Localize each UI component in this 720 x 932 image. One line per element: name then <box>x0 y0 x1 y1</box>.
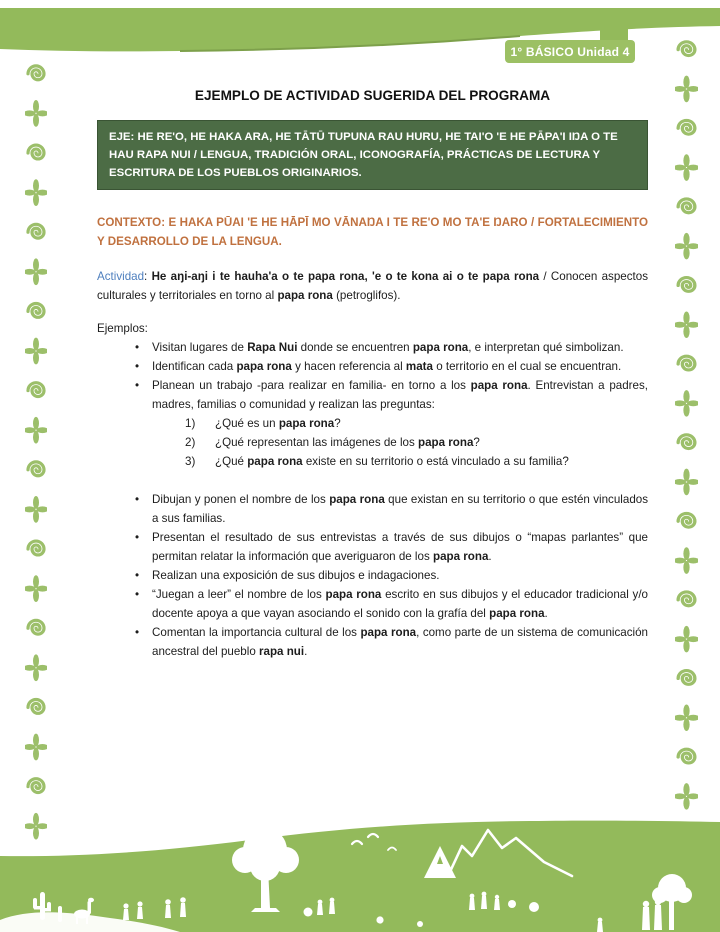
numbered-item <box>97 433 648 452</box>
bullet-item <box>97 585 648 623</box>
text-segment: donde se encuentren <box>297 341 413 354</box>
text-segment: papa rona <box>329 493 385 506</box>
bullet-dot-icon: • <box>135 588 140 601</box>
text-segment: . <box>304 645 308 658</box>
text-segment: He aŋi-aŋi i te hauha'a o te papa rona, 'e o te kona ai o te papa rona <box>151 270 540 283</box>
bullet-dot-icon: • <box>135 360 140 373</box>
text-segment: Identifican cada <box>152 360 237 373</box>
page-title: EJEMPLO DE ACTIVIDAD SUGERIDA DEL PROGRAMA <box>194 88 551 103</box>
koru-border-left-icon <box>25 54 47 846</box>
bullet-item <box>97 623 648 661</box>
bullet-dot-icon: • <box>135 341 140 354</box>
numbered-item <box>97 452 648 471</box>
text-segment: o territorio en el cual se encuentran. <box>433 360 622 373</box>
ejemplos-list <box>97 338 648 661</box>
text-segment: papa rona <box>418 436 474 449</box>
bullet-item <box>97 490 648 528</box>
unit-badge <box>505 40 635 63</box>
text-segment: papa rona <box>432 550 489 563</box>
text-segment: papa rona <box>412 341 469 354</box>
bullet-item <box>97 376 648 414</box>
item-text <box>152 623 648 661</box>
bullet-dot-icon: • <box>135 569 140 582</box>
text-segment: . <box>544 607 548 620</box>
text-segment: papa rona <box>325 588 382 601</box>
item-text <box>215 433 648 452</box>
text-segment: papa rona <box>489 607 545 620</box>
text-segment: Comentan la importancia cultural de los <box>152 626 361 639</box>
text-segment: rapa nui <box>259 645 305 658</box>
bullet-dot-icon: • <box>135 493 140 506</box>
item-text <box>152 585 648 623</box>
ejemplos-label: Ejemplos: <box>97 322 148 335</box>
text-segment: Realizan una exposición de sus dibujos e indagaciones. <box>152 569 440 582</box>
text-segment: papa rona <box>277 289 333 302</box>
text-segment: ? <box>334 417 341 430</box>
item-text <box>152 357 648 376</box>
text-segment: Rapa Nui <box>247 341 298 354</box>
unit-badge-label: 1° BÁSICO Unidad 4 <box>510 44 630 59</box>
text-segment: / Conocen aspectos culturales y territoriales en torno al <box>97 270 649 302</box>
koru-border-right-icon <box>675 30 698 816</box>
text-segment: . <box>488 550 492 563</box>
bullet-dot-icon: • <box>135 379 140 392</box>
item-text <box>152 566 648 585</box>
eje-text: EJE: HE RE'O, HE HAKA ARA, HE TĀTŪ TUPUNA RAU HURU, HE TAI'O 'E HE PĀPA'I IŊA O TE HAU RAPA NUI / LENGUA, TRADICIÓN ORAL, ICONOGRAFÍA, PRÁCTICAS DE LECTURA Y ESCRITURA DE LOS PUEBLOS ORIGINARIOS. <box>109 131 618 179</box>
text-segment: . Entrevistan a padres, madres, familias o comunidad y realizan las preguntas: <box>152 379 649 411</box>
numbered-item <box>97 414 648 433</box>
text-segment: ¿Qué es un <box>215 417 279 430</box>
text-segment: Presentan el resultado de sus entrevistas a través de sus dibujos o “mapas parlantes” que permitan relatar la información que averiguaron de los <box>152 531 648 563</box>
text-segment: Actividad <box>97 270 145 283</box>
item-number: 1) <box>185 417 196 430</box>
text-segment: Planean un trabajo -para realizar en familia- en torno a los <box>152 379 471 392</box>
item-number: 2) <box>185 436 196 449</box>
text-segment: papa rona <box>470 379 528 392</box>
bullet-item <box>97 357 648 376</box>
bullet-dot-icon: • <box>135 531 140 544</box>
item-text <box>152 338 648 357</box>
text-segment: ? <box>473 436 480 449</box>
eje-box <box>97 120 648 190</box>
document-body <box>97 86 648 661</box>
text-segment: mata <box>405 360 433 373</box>
text-segment: ¿Qué representan las imágenes de los <box>215 436 419 449</box>
contexto-text: CONTEXTO: E HAKA PŪAI 'E HE HĀPĪ MO VĀNAŊA I TE RE'O MO TA'E ŊARO / FORTALECIMIENTO Y DESARROLLO DE LA LENGUA. <box>97 216 648 248</box>
bullet-dot-icon: • <box>135 626 140 639</box>
item-number: 3) <box>185 455 196 468</box>
text-segment: escrito en sus dibujos y el educador tradicional y/o docente apoya a que vayan asociando el sonido con la grafía del <box>152 588 649 620</box>
item-text <box>152 376 648 414</box>
text-segment: Visitan lugares de <box>152 341 248 354</box>
text-segment: papa rona <box>360 626 417 639</box>
text-segment: y hacen referencia al <box>291 360 406 373</box>
text-segment: papa rona <box>236 360 292 373</box>
contexto-paragraph <box>97 213 648 251</box>
actividad-paragraph <box>97 267 648 305</box>
text-segment: ¿Qué <box>215 455 248 468</box>
text-segment: papa rona <box>278 417 335 430</box>
bullet-item <box>97 338 648 357</box>
text-segment: papa rona <box>247 455 303 468</box>
text-segment: Dibujan y ponen el nombre de los <box>152 493 330 506</box>
item-text <box>215 452 648 471</box>
text-segment: que existan en su territorio o que estén vinculados a sus familias. <box>152 493 649 525</box>
text-segment: : <box>144 270 152 283</box>
text-segment: , e interpretan qué simbolizan. <box>468 341 624 354</box>
item-text <box>152 528 648 566</box>
landscape-silhouette-icon <box>0 812 720 932</box>
bullet-item <box>97 566 648 585</box>
text-segment: “Juegan a leer” el nombre de los <box>152 588 326 601</box>
text-segment: (petroglifos). <box>332 289 401 302</box>
text-segment: , como parte de un sistema de comunicación ancestral del pueblo <box>152 626 649 658</box>
bullet-item <box>97 528 648 566</box>
item-text <box>215 414 648 433</box>
text-segment: existe en su territorio o está vinculado a su familia? <box>302 455 569 468</box>
item-text <box>152 490 648 528</box>
